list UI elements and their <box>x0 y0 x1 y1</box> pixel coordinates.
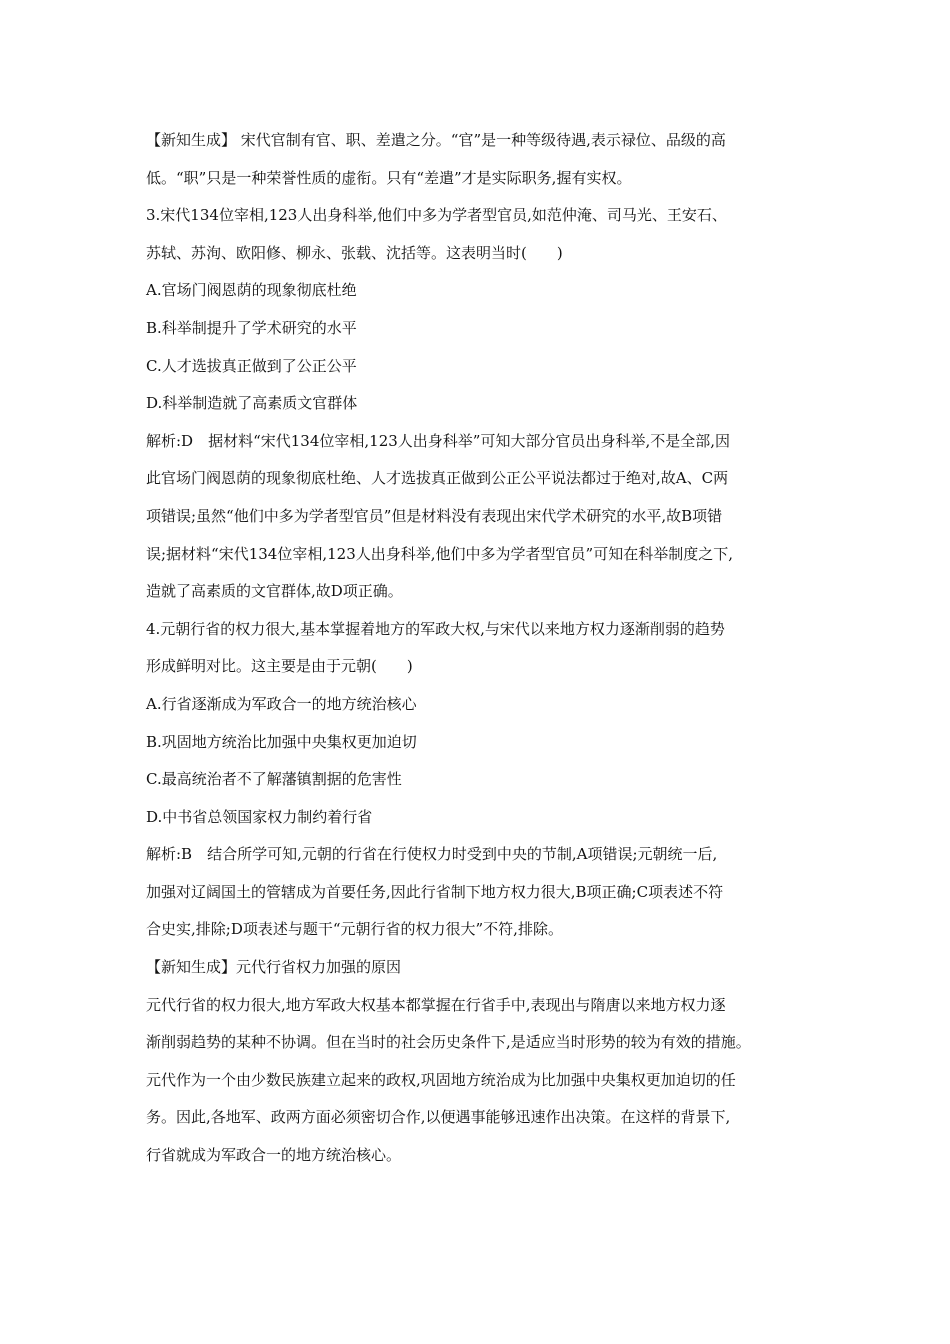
question-3-analysis-cont: 误;据材料“宋代134位宰相,123人出身科举,他们中多为学者型官员”可知在科举制度之下, <box>146 544 733 563</box>
question-3-analysis-cont: 此官场门阀恩荫的现象彻底杜绝、人才选拔真正做到公正公平说法都过于绝对,故A、C两 <box>146 469 729 488</box>
question-4-option-d: D.中书省总领国家权力制约着行省 <box>146 807 373 826</box>
question-4-stem-cont: 形成鲜明对比。这主要是由于元朝( ) <box>146 657 413 676</box>
question-3-analysis: 解析:D 据材料“宋代134位宰相,123人出身科举”可知大部分官员出身科举,不是全部,因 <box>146 431 730 450</box>
question-3-stem: 3.宋代134位宰相,123人出身科举,他们中多为学者型官员,如范仲淹、司马光、王安石、 <box>146 206 727 225</box>
question-4-stem: 4.元朝行省的权力很大,基本掌握着地方的军政大权,与宋代以来地方权力逐渐削弱的趋势 <box>146 619 725 638</box>
paragraph-line: 元代作为一个由少数民族建立起来的政权,巩固地方统治成为比加强中央集权更加迫切的任 <box>146 1070 736 1089</box>
question-3-option-c: C.人才选拔真正做到了公正公平 <box>146 356 357 375</box>
question-4-option-c: C.最高统治者不了解藩镇割据的危害性 <box>146 770 402 789</box>
question-4-option-b: B.巩固地方统治比加强中央集权更加迫切 <box>146 732 417 751</box>
paragraph-line: 渐削弱趋势的某种不协调。但在当时的社会历史条件下,是适应当时形势的较为有效的措施。 <box>146 1033 751 1052</box>
section-heading: 【新知生成】元代行省权力加强的原因 <box>146 958 402 977</box>
paragraph-line: 行省就成为军政合一的地方统治核心。 <box>146 1146 402 1165</box>
text-line-1: 【新知生成】 宋代官制有官、职、差遣之分。“官”是一种等级待遇,表示禄位、品级的高 <box>146 131 726 149</box>
text-line-2: 低。“职”只是一种荣誉性质的虚衔。只有“差遣”才是实际职务,握有实权。 <box>146 168 632 187</box>
question-4-analysis-cont: 合史实,排除;D项表述与题干“元朝行省的权力很大”不符,排除。 <box>146 920 563 939</box>
question-4-analysis: 解析:B 结合所学可知,元朝的行省在行使权力时受到中央的节制,A项错误;元朝统一后, <box>146 845 718 864</box>
question-3-option-b: B.科举制提升了学术研究的水平 <box>146 318 357 337</box>
question-3-analysis-cont: 造就了高素质的文官群体,故D项正确。 <box>146 582 403 601</box>
question-3-analysis-cont: 项错误;虽然“他们中多为学者型官员”但是材料没有表现出宋代学术研究的水平,故B项错 <box>146 506 723 525</box>
document-page <box>146 122 806 1175</box>
paragraph-line: 务。因此,各地军、政两方面必须密切合作,以便遇事能够迅速作出决策。在这样的背景下, <box>146 1108 731 1127</box>
question-4-option-a: A.行省逐渐成为军政合一的地方统治核心 <box>146 694 417 713</box>
question-3-option-a: A.官场门阀恩荫的现象彻底杜绝 <box>146 281 357 300</box>
paragraph-line: 元代行省的权力很大,地方军政大权基本都掌握在行省手中,表现出与隋唐以来地方权力逐 <box>146 995 726 1014</box>
question-4-analysis-cont: 加强对辽阔国土的管辖成为首要任务,因此行省制下地方权力很大,B项正确;C项表述不符 <box>146 882 724 901</box>
question-3-option-d: D.科举制造就了高素质文官群体 <box>146 394 358 413</box>
question-3-stem-cont: 苏轼、苏洵、欧阳修、柳永、张载、沈括等。这表明当时( ) <box>146 243 563 262</box>
